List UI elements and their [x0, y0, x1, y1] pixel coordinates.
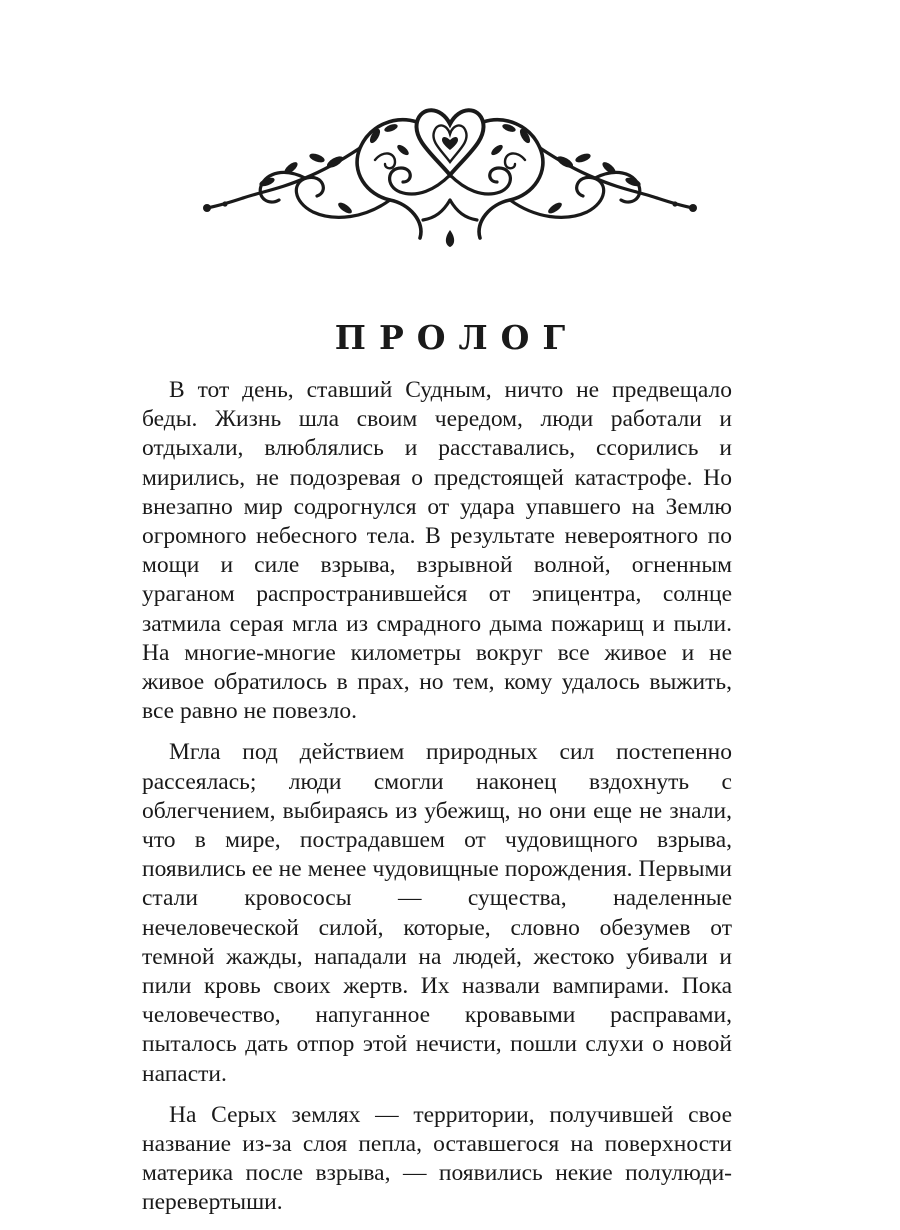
chapter-title: ПРОЛОГ: [334, 318, 579, 357]
prologue-text: [142, 376, 732, 1230]
paragraph: В тот день, ставший Судным, ничто не предвещало беды. Жизнь шла своим чередом, люди работали и отдыхали, влюблялись и расставались, ссорились и мирились, не подозревая о предстоящей катастрофе. Но внезапно мир содрогнулся от удара упавшего на Землю огромного небесного тела. В результате невероятного по мощи и силе взрыва, взрывной волной, огненным ураганом распространившейся от эпицентра, солнце затмила серая мгла из смрадного дыма пожарищ и пыли. На многие-многие километры вокруг все живое и не живое обратилось в прах, но тем, кому удалось выжить, все равно не повезло.: [142, 377, 732, 725]
ornamental-flourish-icon: [195, 100, 705, 260]
paragraph: Мгла под действием природных сил постепенно рассеялась; люди смогли наконец вздохнуть с облегчением, выбираясь из убежищ, но они еще не знали, что в мире, пострадавшем от чудовищного взрыва, появились ее не менее чудовищные порождения. Первыми стали кровососы — существа, наделенные нечеловеческой силой, которые, словно обезумев от темной жажды, нападали на людей, жестоко убивали и пили кровь своих жертв. Их назвали вампирами. Пока человечество, напуганное кровавыми расправами, пыталось дать отпор этой нечисти, пошли слухи о новой напасти.: [142, 739, 732, 1087]
paragraph: На Серых землях — территории, получившей свое название из-за слоя пепла, оставшегося на поверхности материка после взрыва, — появились некие полулюди-перевертыши.: [142, 1101, 732, 1216]
